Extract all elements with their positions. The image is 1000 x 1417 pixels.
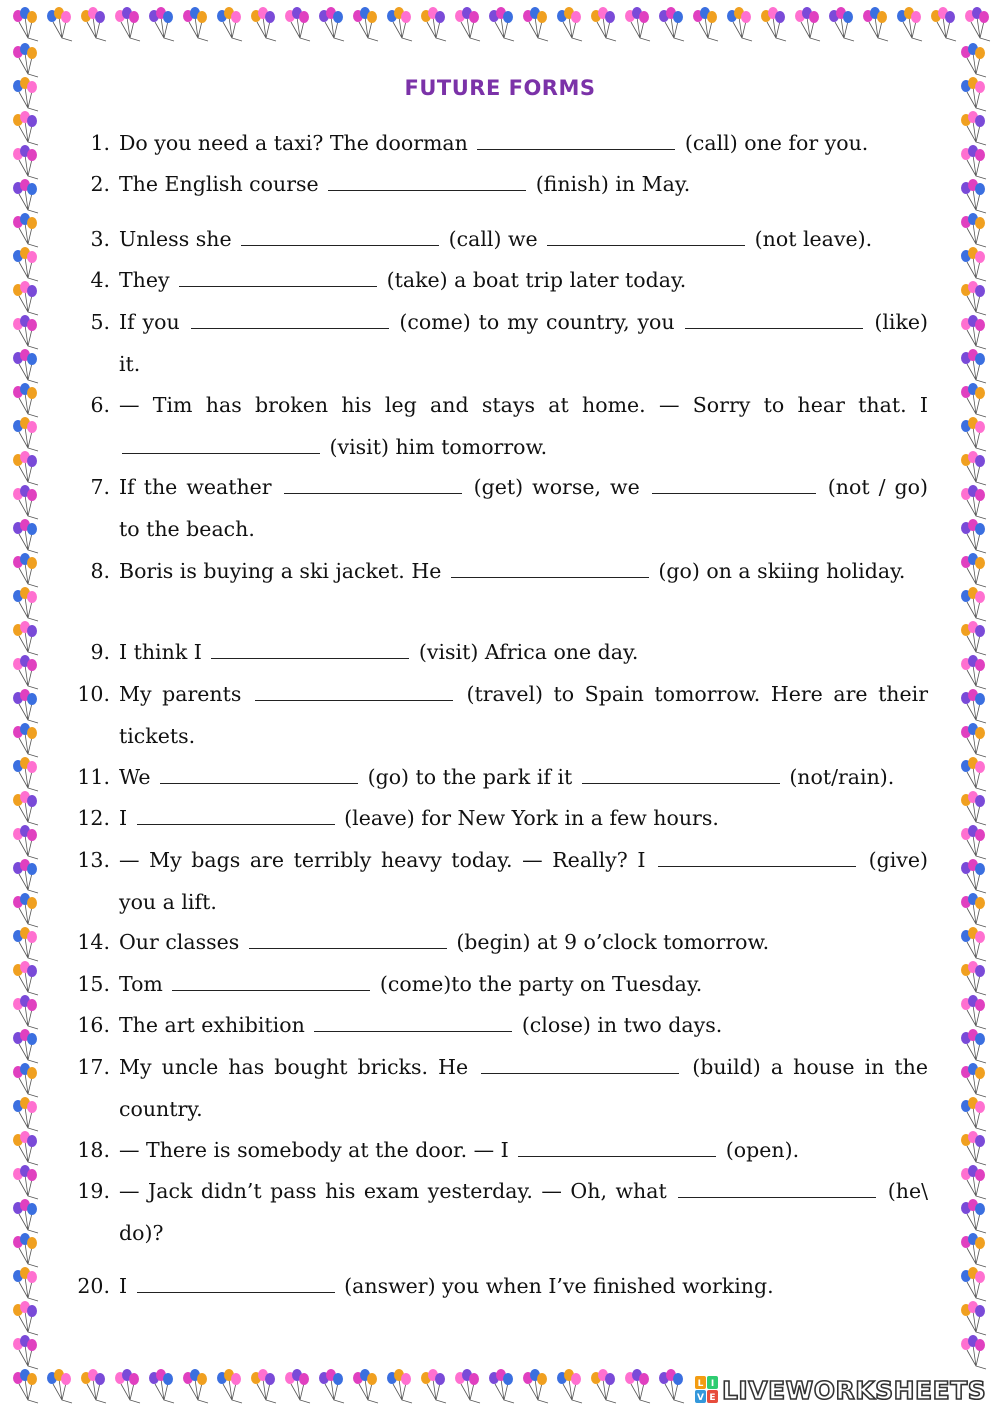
item-number: 16.	[77, 1013, 110, 1037]
sentence-fragment: Unless she	[119, 227, 239, 251]
sentence-fragment: My parents	[119, 682, 252, 706]
sentence-fragment: Our classes	[119, 930, 246, 954]
balloon-bunch-icon	[961, 961, 986, 995]
svg-text:E: E	[709, 1393, 716, 1403]
item-sentence	[119, 1171, 928, 1254]
balloon-bunch-icon	[659, 1369, 684, 1403]
balloon-bunch-icon	[961, 1063, 986, 1097]
item-number: 2.	[90, 172, 110, 196]
answer-blank[interactable]	[477, 148, 675, 150]
balloon-bunch-icon	[13, 383, 38, 417]
balloon-bunch-icon	[961, 859, 986, 893]
sentence-fragment: (go) to the park if it	[361, 765, 579, 789]
answer-blank[interactable]	[547, 244, 745, 246]
balloon-bunch-icon	[13, 43, 38, 77]
balloon-bunch-icon	[761, 7, 786, 41]
balloon-bunch-icon	[961, 927, 986, 961]
answer-blank[interactable]	[284, 492, 462, 494]
balloon-bunch-icon	[183, 7, 208, 41]
answer-blank[interactable]	[652, 492, 816, 494]
balloon-bunch-icon	[285, 1369, 310, 1403]
balloon-bunch-icon	[387, 1369, 412, 1403]
balloon-bunch-icon	[693, 7, 718, 41]
balloon-bunch-icon	[961, 553, 986, 587]
decorative-border-right	[948, 0, 1000, 1413]
item-number: 7.	[90, 475, 110, 499]
item-sentence	[119, 260, 928, 302]
sentence-fragment: I think I	[119, 640, 209, 664]
sentence-fragment: (call) one for you.	[678, 131, 869, 155]
answer-blank[interactable]	[685, 327, 863, 329]
svg-text:V: V	[697, 1393, 704, 1403]
sentence-fragment: Boris is buying a ski jacket. He	[119, 559, 448, 583]
balloon-bunch-icon	[625, 1369, 650, 1403]
balloon-bunch-icon	[961, 1029, 986, 1063]
item-number: 20.	[77, 1274, 110, 1298]
item-number: 17.	[77, 1055, 110, 1079]
sentence-fragment: I	[119, 806, 134, 830]
balloon-bunch-icon	[961, 995, 986, 1029]
balloon-bunch-icon	[961, 655, 986, 689]
item-number: 14.	[77, 930, 110, 954]
decorative-border-top	[0, 0, 1000, 50]
balloon-bunch-icon	[47, 1369, 72, 1403]
balloon-bunch-icon	[115, 7, 140, 41]
answer-blank[interactable]	[582, 782, 780, 784]
sentence-fragment: If the weather	[119, 475, 281, 499]
balloon-bunch-icon	[13, 961, 38, 995]
sentence-fragment: (take) a boat trip later today.	[380, 268, 687, 292]
balloon-bunch-icon	[13, 111, 38, 145]
balloon-bunch-icon	[13, 281, 38, 315]
balloon-bunch-icon	[13, 451, 38, 485]
balloon-bunch-icon	[961, 43, 986, 77]
balloon-bunch-icon	[489, 7, 514, 41]
answer-blank[interactable]	[122, 452, 320, 454]
liveworksheets-logo-icon	[694, 1375, 720, 1405]
exercise-item	[70, 798, 928, 840]
balloon-bunch-icon	[13, 553, 38, 587]
item-sentence	[119, 757, 928, 799]
sentence-fragment: (come) to my country, you	[391, 310, 683, 334]
item-number: 8.	[90, 559, 110, 583]
item-sentence	[119, 1005, 928, 1047]
sentence-fragment: Tom	[119, 972, 170, 996]
exercise-item	[70, 551, 928, 593]
answer-blank[interactable]	[191, 327, 389, 329]
balloon-bunch-icon	[353, 7, 378, 41]
balloon-bunch-icon	[81, 1369, 106, 1403]
item-number: 15.	[77, 972, 110, 996]
exercise-item	[70, 467, 928, 550]
item-number: 19.	[77, 1179, 110, 1203]
svg-text:I: I	[710, 1379, 715, 1389]
balloon-bunch-icon	[13, 1335, 38, 1369]
sentence-fragment: (travel) to Spain tomorrow. Here are their tickets.	[119, 682, 929, 748]
sentence-fragment: (get) worse, we	[464, 475, 649, 499]
balloon-bunch-icon	[13, 1097, 38, 1131]
exercise-item	[70, 674, 928, 757]
answer-blank[interactable]	[658, 865, 856, 867]
balloon-bunch-icon	[13, 417, 38, 451]
sentence-fragment: (not/rain).	[782, 765, 895, 789]
balloon-bunch-icon	[961, 1097, 986, 1131]
item-number: 12.	[77, 806, 110, 830]
balloon-bunch-icon	[13, 179, 38, 213]
balloon-bunch-icon	[961, 893, 986, 927]
item-sentence	[119, 123, 928, 165]
sentence-fragment: We	[119, 765, 158, 789]
balloon-bunch-icon	[897, 7, 922, 41]
balloon-bunch-icon	[961, 1267, 986, 1301]
answer-blank[interactable]	[137, 1291, 335, 1293]
sentence-fragment: (open).	[719, 1138, 800, 1162]
item-sentence	[119, 632, 928, 674]
item-number: 10.	[77, 682, 110, 706]
sentence-fragment: (come)to the party on Tuesday.	[373, 972, 703, 996]
balloon-bunch-icon	[591, 7, 616, 41]
sentence-fragment: The English course	[119, 172, 326, 196]
balloon-bunch-icon	[13, 893, 38, 927]
sentence-fragment: (begin) at 9 o’clock tomorrow.	[449, 930, 770, 954]
item-number: 4.	[90, 268, 110, 292]
balloon-bunch-icon	[13, 349, 38, 383]
exercise-item	[70, 1005, 928, 1047]
balloon-bunch-icon	[13, 1301, 38, 1335]
balloon-bunch-icon	[13, 621, 38, 655]
svg-text:L: L	[697, 1379, 704, 1389]
balloon-bunch-icon	[961, 1165, 986, 1199]
item-number: 18.	[77, 1138, 110, 1162]
balloon-bunch-icon	[319, 7, 344, 41]
balloon-bunch-icon	[13, 995, 38, 1029]
exercise-item	[70, 922, 928, 964]
balloon-bunch-icon	[183, 1369, 208, 1403]
page-title: FUTURE FORMS	[404, 76, 596, 100]
exercise-item	[70, 964, 928, 1006]
balloon-bunch-icon	[47, 7, 72, 41]
balloon-bunch-icon	[13, 1233, 38, 1267]
balloon-bunch-icon	[455, 1369, 480, 1403]
answer-blank[interactable]	[160, 782, 358, 784]
balloon-bunch-icon	[961, 213, 986, 247]
item-sentence	[119, 798, 928, 840]
answer-blank[interactable]	[678, 1196, 876, 1198]
answer-blank[interactable]	[137, 823, 335, 825]
balloon-bunch-icon	[13, 213, 38, 247]
balloon-bunch-icon	[961, 111, 986, 145]
answer-blank[interactable]	[481, 1072, 679, 1074]
exercise-item	[70, 385, 928, 468]
balloon-bunch-icon	[659, 7, 684, 41]
balloon-bunch-icon	[319, 1369, 344, 1403]
balloon-bunch-icon	[489, 1369, 514, 1403]
exercise-item	[70, 164, 928, 206]
exercise-item	[70, 123, 928, 165]
sentence-fragment: The art exhibition	[119, 1013, 312, 1037]
item-number: 11.	[77, 765, 110, 789]
sentence-fragment: (he\ do)?	[119, 1179, 928, 1245]
item-number: 9.	[90, 640, 110, 664]
exercise-item	[70, 1266, 928, 1308]
exercise-item	[70, 260, 928, 302]
balloon-bunch-icon	[961, 1199, 986, 1233]
answer-blank[interactable]	[314, 1030, 512, 1032]
answer-blank[interactable]	[255, 699, 453, 701]
balloon-bunch-icon	[961, 1131, 986, 1165]
balloon-bunch-icon	[455, 7, 480, 41]
balloon-bunch-icon	[251, 1369, 276, 1403]
sentence-fragment: (leave) for New York in a few hours.	[337, 806, 719, 830]
exercise-item	[70, 757, 928, 799]
balloon-bunch-icon	[795, 7, 820, 41]
sentence-fragment: (close) in two days.	[515, 1013, 723, 1037]
decorative-border-left	[0, 0, 50, 1413]
item-sentence	[119, 219, 928, 261]
item-sentence	[119, 551, 928, 593]
balloon-bunch-icon	[961, 247, 986, 281]
balloon-bunch-icon	[13, 859, 38, 893]
balloon-bunch-icon	[863, 7, 888, 41]
balloon-bunch-icon	[961, 825, 986, 859]
balloon-bunch-icon	[421, 7, 446, 41]
liveworksheets-wordmark: LIVEWORKSHEETS	[722, 1375, 987, 1405]
sentence-fragment: (not leave).	[748, 227, 873, 251]
sentence-fragment: My uncle has bought bricks. He	[119, 1055, 479, 1079]
balloon-bunch-icon	[961, 281, 986, 315]
balloon-bunch-icon	[591, 1369, 616, 1403]
item-sentence	[119, 1266, 928, 1308]
answer-blank[interactable]	[211, 657, 409, 659]
item-sentence	[119, 1130, 928, 1172]
balloon-bunch-icon	[961, 757, 986, 791]
balloon-bunch-icon	[13, 723, 38, 757]
item-sentence	[119, 302, 928, 385]
answer-blank[interactable]	[179, 285, 377, 287]
balloon-bunch-icon	[961, 587, 986, 621]
balloon-bunch-icon	[285, 7, 310, 41]
answer-blank[interactable]	[241, 244, 439, 246]
balloon-bunch-icon	[961, 315, 986, 349]
balloon-bunch-icon	[13, 485, 38, 519]
sentence-fragment: Do you need a taxi? The doorman	[119, 131, 475, 155]
balloon-bunch-icon	[13, 791, 38, 825]
balloon-bunch-icon	[13, 1131, 38, 1165]
balloon-bunch-icon	[727, 7, 752, 41]
balloon-bunch-icon	[13, 247, 38, 281]
sentence-fragment: (visit) Africa one day.	[412, 640, 639, 664]
item-number: 13.	[77, 848, 110, 872]
balloon-bunch-icon	[13, 927, 38, 961]
answer-blank[interactable]	[518, 1155, 716, 1157]
sentence-fragment: (like) it.	[119, 310, 928, 376]
balloon-bunch-icon	[421, 1369, 446, 1403]
balloon-bunch-icon	[387, 7, 412, 41]
balloon-bunch-icon	[557, 7, 582, 41]
balloon-bunch-icon	[557, 1369, 582, 1403]
balloon-bunch-icon	[13, 1267, 38, 1301]
balloon-bunch-icon	[13, 1029, 38, 1063]
balloon-bunch-icon	[13, 689, 38, 723]
balloon-bunch-icon	[353, 1369, 378, 1403]
balloon-bunch-icon	[961, 519, 986, 553]
balloon-bunch-icon	[961, 349, 986, 383]
sentence-fragment: — My bags are terribly heavy today. — Really? I	[119, 848, 656, 872]
sentence-fragment: I	[119, 1274, 134, 1298]
balloon-bunch-icon	[961, 723, 986, 757]
balloon-bunch-icon	[961, 1301, 986, 1335]
item-sentence	[119, 674, 928, 757]
item-number: 5.	[90, 310, 110, 334]
answer-blank[interactable]	[172, 989, 370, 991]
balloon-bunch-icon	[13, 1199, 38, 1233]
balloon-bunch-icon	[961, 451, 986, 485]
balloon-bunch-icon	[13, 145, 38, 179]
balloon-bunch-icon	[523, 1369, 548, 1403]
exercise-item	[70, 1130, 928, 1172]
balloon-bunch-icon	[961, 791, 986, 825]
answer-blank[interactable]	[249, 947, 447, 949]
sentence-fragment: (not / go) to the beach.	[119, 475, 928, 541]
answer-blank[interactable]	[451, 576, 649, 578]
sentence-fragment: (go) on a skiing holiday.	[651, 559, 906, 583]
balloon-bunch-icon	[961, 689, 986, 723]
sentence-fragment: — There is somebody at the door. — I	[119, 1138, 516, 1162]
balloon-bunch-icon	[961, 179, 986, 213]
balloon-bunch-icon	[13, 315, 38, 349]
balloon-bunch-icon	[625, 7, 650, 41]
sentence-fragment: (call) we	[442, 227, 545, 251]
item-sentence	[119, 164, 928, 206]
exercise-item	[70, 219, 928, 261]
balloon-bunch-icon	[217, 7, 242, 41]
sentence-fragment: (give) you a lift.	[119, 848, 928, 914]
exercise-item	[70, 1171, 928, 1254]
exercise-item	[70, 840, 928, 923]
item-sentence	[119, 964, 928, 1006]
item-number: 3.	[90, 227, 110, 251]
balloon-bunch-icon	[149, 7, 174, 41]
balloon-bunch-icon	[523, 7, 548, 41]
item-number: 6.	[90, 393, 110, 417]
balloon-bunch-icon	[13, 655, 38, 689]
balloon-bunch-icon	[961, 485, 986, 519]
item-number: 1.	[90, 131, 110, 155]
item-sentence	[119, 922, 928, 964]
balloon-bunch-icon	[13, 825, 38, 859]
balloon-bunch-icon	[13, 1165, 38, 1199]
item-sentence	[119, 840, 928, 923]
balloon-bunch-icon	[13, 587, 38, 621]
sentence-fragment: They	[119, 268, 177, 292]
sentence-fragment: If you	[119, 310, 188, 334]
sentence-fragment: (visit) him tomorrow.	[323, 434, 548, 459]
balloon-bunch-icon	[961, 1233, 986, 1267]
balloon-bunch-icon	[961, 417, 986, 451]
exercise-item	[70, 302, 928, 385]
balloon-bunch-icon	[115, 1369, 140, 1403]
sentence-fragment: — Tim has broken his leg and stays at home. — Sorry to hear that. I	[119, 393, 928, 417]
answer-blank[interactable]	[328, 189, 526, 191]
item-sentence	[119, 1047, 928, 1130]
balloon-bunch-icon	[829, 7, 854, 41]
balloon-bunch-icon	[13, 757, 38, 791]
balloon-bunch-icon	[81, 7, 106, 41]
item-sentence	[119, 467, 928, 550]
balloon-bunch-icon	[251, 7, 276, 41]
balloon-bunch-icon	[961, 1335, 986, 1369]
exercise-item	[70, 632, 928, 674]
sentence-fragment: (finish) in May.	[529, 172, 691, 196]
balloon-bunch-icon	[961, 145, 986, 179]
balloon-bunch-icon	[13, 519, 38, 553]
balloon-bunch-icon	[961, 383, 986, 417]
exercise-item	[70, 1047, 928, 1130]
sentence-fragment: (answer) you when I’ve finished working.	[337, 1274, 774, 1298]
balloon-bunch-icon	[149, 1369, 174, 1403]
balloon-bunch-icon	[217, 1369, 242, 1403]
balloon-bunch-icon	[13, 1063, 38, 1097]
item-sentence	[119, 385, 928, 468]
sentence-fragment: — Jack didn’t pass his exam yesterday. — Oh, what	[119, 1179, 676, 1203]
liveworksheets-logo	[694, 1372, 994, 1408]
sentence-fragment: (build) a house in the country.	[119, 1055, 928, 1121]
balloon-bunch-icon	[961, 621, 986, 655]
